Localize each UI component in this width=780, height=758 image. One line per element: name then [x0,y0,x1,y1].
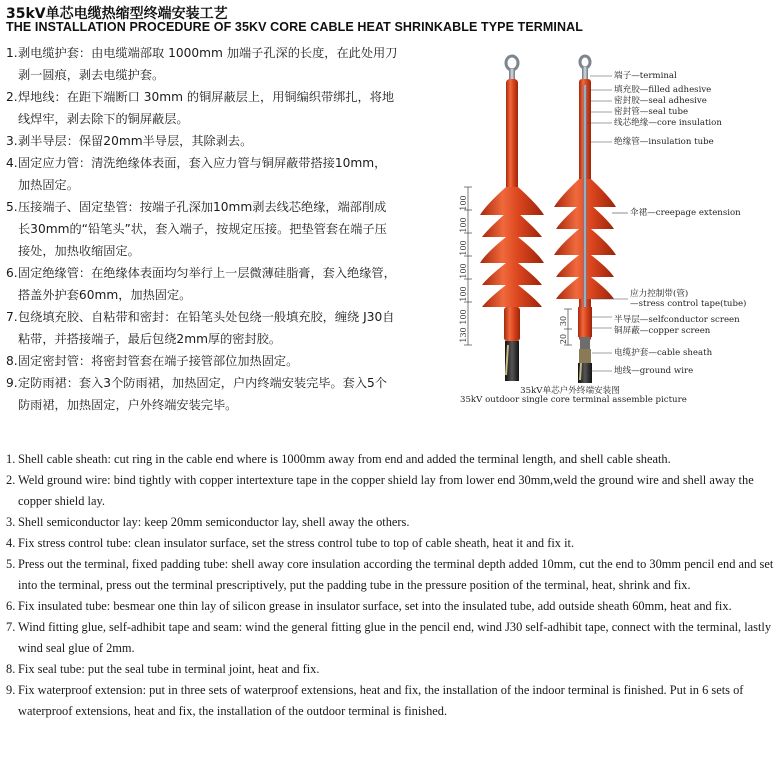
step-en-3 [6,512,776,533]
dim-label: 100 [459,240,468,256]
step-number: 6. [6,599,16,613]
step-number: 1. [6,46,18,60]
step-en-5 [6,554,776,596]
callout-stress-en: —stress control tape(tube) [630,299,747,309]
dim-label: 100 [459,263,468,279]
step-zh-5 [6,196,398,262]
step-number: 1. [6,452,16,466]
steps-english-list [6,449,776,722]
step-number: 8. [6,354,18,368]
step-number: 2. [6,90,18,104]
callout-core-insulation: 线芯绝缘—core insulation [614,118,722,128]
step-number: 8. [6,662,16,676]
callout-creepage: 伞裙—creepage extension [630,208,741,218]
step-en-1 [6,449,776,470]
step-en-4 [6,533,776,554]
callout-stress-zh: 应力控制带(管) [630,289,689,299]
step-number: 5. [6,557,16,571]
callout-copper-screen: 铜屏蔽—copper screen [614,326,711,336]
step-number: 3. [6,515,16,529]
step-zh-3 [6,130,398,152]
terminal-lug-icon [580,56,590,68]
step-text: Shell cable sheath: cut ring in the cable end where is 1000mm away from end and added the terminal length, and shell cable sheath. [18,452,671,466]
step-text: 焊地线：在距下端断口 30mm 的铜屏蔽层上，用铜编织带绑扎，将地线焊牢，剥去除下的铜屏蔽层。 [18,90,395,126]
step-text: Shell semiconductor lay: keep 20mm semiconductor lay, shell away the others. [18,515,410,529]
step-text: Fix seal tube: put the seal tube in terminal joint, heat and fix. [18,662,320,676]
steps-chinese-list [6,42,398,416]
step-text: 压接端子、固定垫管：按端子孔深加10mm剥去线芯绝缘，端部削成长30mm的“铅笔头”状，套入端子，按规定压接。把垫管套在端子压接处，加热收缩固定。 [18,200,387,258]
step-text: 包绕填充胶、自粘带和密封：在铅笔头处包绕一般填充胶，缠绕 J30自粘带，并搭接端子，最后包绕2mm厚的密封胶。 [18,310,395,346]
step-text: Fix waterproof extension: put in three sets of waterproof extensions, heat and fix, the installation of the indoor terminal is finished. Put in 6 sets of waterproof extensions, heat and fix, the installation of the outdoor terminal is finished. [18,683,744,718]
dim-label: 100 [459,195,468,211]
step-en-7 [6,617,776,659]
figure-caption-english: 35kV outdoor single core terminal assemble picture [460,395,687,405]
creepage-sheds [480,187,544,307]
step-text: Fix stress control tube: clean insulator surface, set the stress control tube to top of cable sheath, heat it and fix it. [18,536,575,550]
title-english: THE INSTALLATION PROCEDURE OF 35KV CORE CABLE HEAT SHRINKABLE TYPE TERMINAL [6,20,583,34]
step-zh-6 [6,262,398,306]
step-text: 固定绝缘管：在绝缘体表面均匀举行上一层微薄硅脂膏，套入绝缘管，搭盖外护套60mm，加热固定。 [18,266,396,302]
step-text: 固定密封管：将密封管套在端子接管部位加热固定。 [18,354,299,368]
step-zh-2 [6,86,398,130]
title-chinese: 35kV单芯电缆热缩型终端安装工艺 [6,6,228,22]
step-text: Fix insulated tube: besmear one thin lay of silicon grease in insulator surface, set into the insulated tube, add outside sheath 60mm, heat and fix. [18,599,732,613]
dim-label: 100 [459,286,468,302]
step-zh-1 [6,42,398,86]
dim-label: 30 [559,315,568,327]
terminal-lug-icon [506,56,518,70]
callout-cable-sheath: 电缆护套—cable sheath [614,348,713,358]
step-number: 9. [6,683,16,697]
dim-label: 100 [459,309,468,325]
step-zh-8 [6,350,398,372]
step-number: 4. [6,156,18,170]
figure-caption-chinese: 35kV单芯户外终端安装图 [520,386,620,396]
selfconductor-screen [580,337,590,349]
step-en-9 [6,680,776,722]
step-text: Wind fitting glue, self-adhibit tape and seam: wind the general fitting glue in the pencil end, wind J30 self-adhibit tape, connect with the terminal, lastly wind seal glue of 2mm. [18,620,772,655]
step-zh-9 [6,372,398,416]
step-number: 7. [6,620,16,634]
callout-insulation-tube: 绝缘管—insulation tube [614,137,714,147]
dim-label: 130 [459,327,468,343]
terminal-diagram [440,45,780,415]
step-text: 定防雨裙：套入3个防雨裙，加热固定，户内终端安装完毕。套入5个防雨裙，加热固定，户外终端安装完毕。 [18,376,387,412]
step-number: 3. [6,134,18,148]
step-text: Press out the terminal, fixed padding tube: shell away core insulation according the terminal depth added 10mm, cut the end to 30mm pencil end and set into the terminal, press out the terminal prescriptively, put the padding tube in the pressure position of the terminal, heat, shrink and fix. [18,557,774,592]
step-number: 7. [6,310,18,324]
callout-seal-tube: 密封管—seal tube [614,107,689,117]
step-text: 剥半导层：保留20mm半导层，其除剥去。 [18,134,253,148]
step-en-8 [6,659,776,680]
step-text: Weld ground wire: bind tightly with copper intertexture tape in the copper shield lay from lower end 30mm,weld the ground wire and shell away the copper shield lay. [18,473,754,508]
step-en-2 [6,470,776,512]
step-zh-7 [6,306,398,350]
step-text: 剥电缆护套：由电缆端部取 1000mm 加端子孔深的长度，在此处用刀剥一圆痕，剥去电缆护套。 [18,46,398,82]
stress-control-tube [504,307,520,341]
callout-terminal: 端子—terminal [614,71,677,81]
step-zh-4 [6,152,398,196]
callout-seal-adhesive: 密封胶—seal adhesive [614,96,707,106]
step-number: 9. [6,376,18,390]
callout-ground-wire: 地线—ground wire [614,366,694,376]
dim-label: 20 [559,333,568,345]
step-number: 6. [6,266,18,280]
dim-label: 100 [459,217,468,233]
callout-selfconductor: 半导层—selfconductor screen [614,315,740,325]
step-number: 2. [6,473,16,487]
step-en-6 [6,596,776,617]
step-text: 固定应力管：清洗绝缘体表面，套入应力管与铜屏蔽带搭接10mm，加热固定。 [18,156,387,192]
terminal-assembly-figure [440,45,780,415]
callout-filled-adhesive: 填充胶—filled adhesive [614,85,712,95]
left-terminal [464,56,544,381]
step-number: 4. [6,536,16,550]
step-number: 5. [6,200,18,214]
